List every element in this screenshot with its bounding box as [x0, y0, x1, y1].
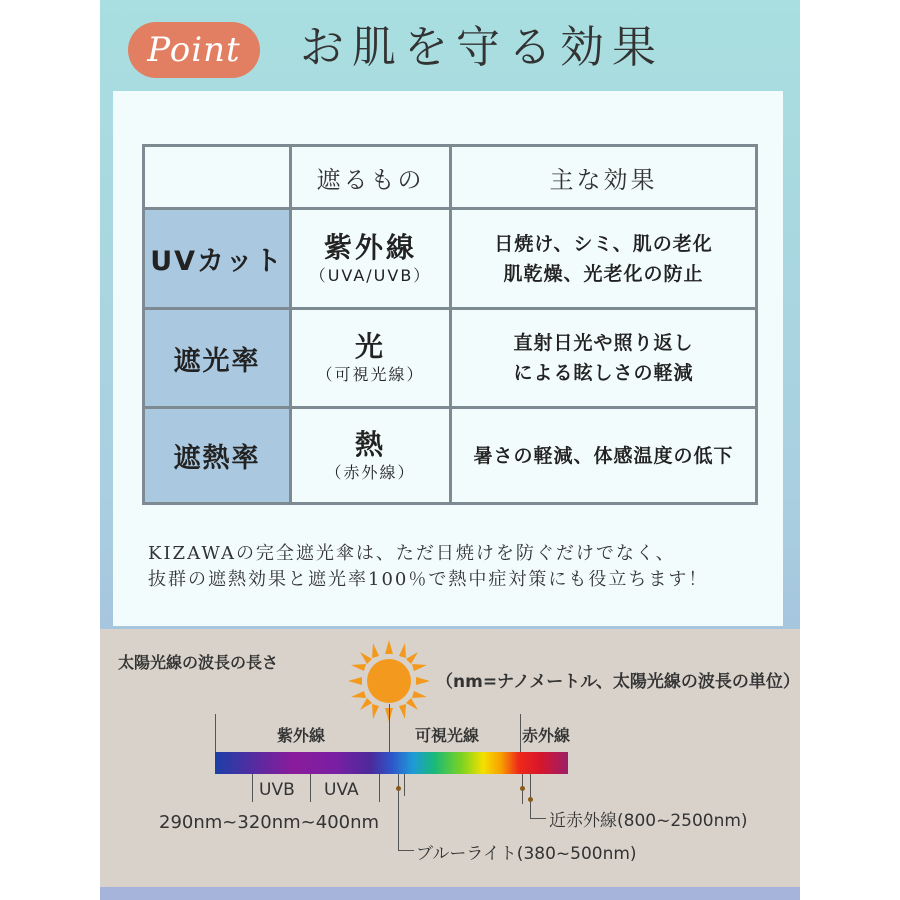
point-badge: Point: [128, 22, 260, 78]
header-effects: 主な効果: [451, 146, 757, 209]
block-sub: （可視光線）: [316, 365, 425, 384]
label-uv: 紫外線: [277, 726, 326, 745]
wavelength-title: 太陽光線の波長の長さ: [118, 653, 279, 672]
tick-uva: [310, 774, 311, 802]
row-head-uvcut: UVカット: [144, 209, 291, 309]
table-header-row: [144, 146, 757, 209]
description-line: 抜群の遮熱効果と遮光率100％で熱中症対策にも役立ちます！: [148, 569, 709, 590]
divider-visible-ir: [520, 714, 521, 752]
tick-400: [379, 774, 380, 802]
description-line: KIZAWAの完全遮光傘は、ただ日焼けを防ぐだけでなく、: [148, 543, 676, 564]
block-main: 紫外線: [323, 230, 417, 264]
row-head-heat: 遮熱率: [144, 408, 291, 504]
header-blocks: 遮るもの: [291, 146, 451, 209]
table-row: [144, 408, 757, 504]
divider-start: [215, 714, 216, 752]
description-text: [148, 541, 788, 593]
tick-blue-b: [404, 774, 405, 796]
marker-dot: [396, 786, 401, 791]
leader-ir: [530, 818, 546, 819]
effect-cell: [451, 408, 757, 504]
label-uva: UVA: [324, 780, 359, 800]
marker-dot: [520, 786, 525, 791]
effect-line: 肌乾燥、光老化の防止: [503, 262, 704, 285]
block-cell: [291, 408, 451, 504]
effects-table: [142, 144, 758, 505]
marker-dot: [528, 797, 533, 802]
block-sub: （UVA/UVB）: [309, 265, 432, 285]
label-uvb: UVB: [259, 780, 295, 800]
range-label: 290nm~320nm~400nm: [159, 812, 380, 833]
label-ir: 赤外線: [522, 726, 571, 745]
effect-line: 直射日光や照り返し: [513, 332, 694, 354]
effect-cell: [451, 209, 757, 309]
block-sub: （赤外線）: [325, 462, 416, 482]
spectrum-bar: [215, 752, 568, 774]
unit-note: （nm=ナノメートル、太陽光線の波長の単位）: [436, 672, 800, 692]
block-cell: [291, 309, 451, 408]
block-cell: [291, 209, 451, 309]
page-title: お肌を守る効果: [300, 22, 664, 73]
label-near-ir: 近赤外線(800~2500nm): [549, 811, 748, 831]
table-row: [144, 209, 757, 309]
tick-uvb: [252, 774, 253, 802]
effect-line: 日焼け、シミ、肌の老化: [494, 232, 713, 255]
label-visible: 可視光線: [415, 726, 480, 745]
label-blue-light: ブルーライト(380~500nm): [416, 844, 637, 864]
effect-line: による眩しさの軽減: [513, 362, 694, 384]
divider-uv-visible: [389, 704, 390, 752]
bottom-strip: [100, 887, 800, 900]
row-head-light: 遮光率: [144, 309, 291, 408]
effect-cell: [451, 309, 757, 408]
effect-line: 暑さの軽減、体感温度の低下: [473, 444, 734, 467]
header-empty-cell: [144, 146, 291, 209]
table-row: [144, 309, 757, 408]
leader-blue: [398, 850, 414, 851]
tick-ir-b: [530, 774, 531, 818]
block-main: 熱: [354, 427, 386, 461]
block-main: 光: [354, 330, 386, 363]
